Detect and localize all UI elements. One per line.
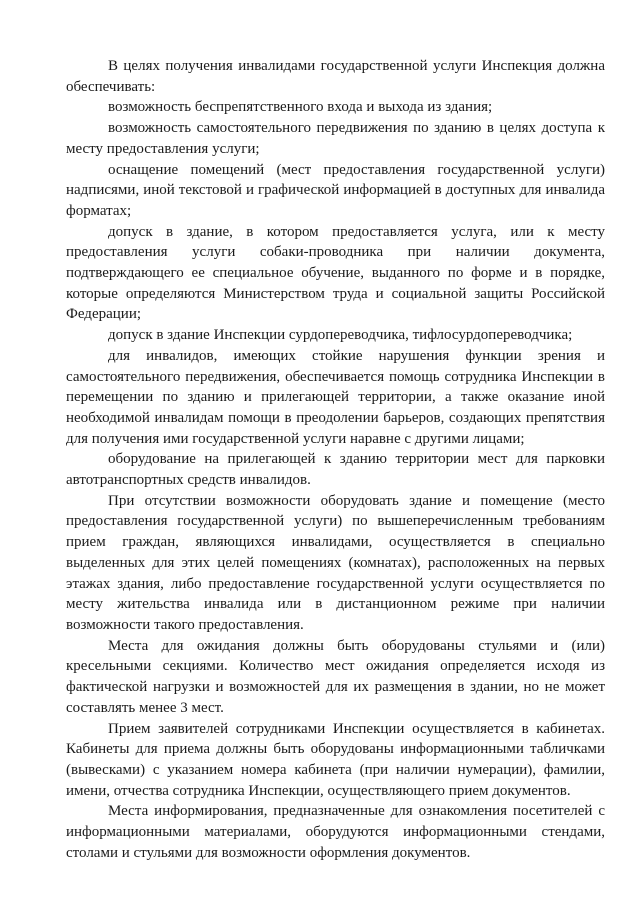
paragraph-alternative-premises: При отсутствии возможности оборудовать здание и помещение (место предоставления государственной услуги) по вышеперечисленным требованиям прием граждан, являющихся инвалидами, осуществляется в специально выделенных для этих целей помещениях (комнатах), расположенных на первых этажах здания, либо предоставление государственной услуги осуществляется по месту жительства инвалида или в дистанционном режиме при наличии возможности такого предоставления. bbox=[66, 492, 605, 633]
paragraph-entry-exit: возможность беспрепятственного входа и выхода из здания; bbox=[108, 99, 493, 116]
paragraph-intro: В целях получения инвалидами государственной услуги Инспекция должна обеспечивать: bbox=[66, 58, 605, 95]
paragraph-movement: возможность самостоятельного передвижения по зданию в целях доступа к месту предоставления услуги; bbox=[66, 120, 605, 157]
paragraph-signage: оснащение помещений (мест предоставления государственной услуги) надписями, иной текстовой и графической информацией в доступных для инвалида форматах; bbox=[66, 161, 605, 219]
paragraph-waiting-area: Места для ожидания должны быть оборудованы стульями и (или) кресельными секциями. Количество мест ожидания определяется исходя из фактической нагрузки и возможностей для их размещения в здании, но не может составлять менее 3 мест. bbox=[66, 637, 605, 716]
paragraph-information-areas: Места информирования, предназначенные для ознакомления посетителей с информационными материалами, оборудуются информационными стендами, столами и стульями для возможности оформления документов. bbox=[66, 803, 605, 861]
paragraph-assistance: для инвалидов, имеющих стойкие нарушения функции зрения и самостоятельного передвижения, обеспечивается помощь сотрудника Инспекции в перемещении по зданию и прилегающей территории, а также оказание иной необходимой инвалидам помощи в преодолении барьеров, создающих препятствия для получения ими государственной услуги наравне с другими лицами; bbox=[66, 347, 605, 447]
paragraph-sign-interpreter: допуск в здание Инспекции сурдопереводчика, тифлосурдопереводчика; bbox=[108, 327, 573, 344]
paragraph-reception-offices: Прием заявителей сотрудниками Инспекции осуществляется в кабинетах. Кабинеты для приема должны быть оборудованы информационными табличками (вывесками) с указанием номера кабинета (при наличии нумерации), фамилии, имени, отчества сотрудника Инспекции, осуществляющего прием документов. bbox=[66, 720, 605, 799]
paragraph-parking: оборудование на прилегающей к зданию территории мест для парковки автотранспортных средств инвалидов. bbox=[66, 451, 605, 489]
paragraph-guide-dog: допуск в здание, в котором предоставляется услуга, или к месту предоставления услуги собаки-проводника при наличии документа, подтверждающего ее специальное обучение, выданного по форме и в порядке, которые определяются Министерством труда и социальной защиты Российской Федерации; bbox=[66, 223, 605, 323]
